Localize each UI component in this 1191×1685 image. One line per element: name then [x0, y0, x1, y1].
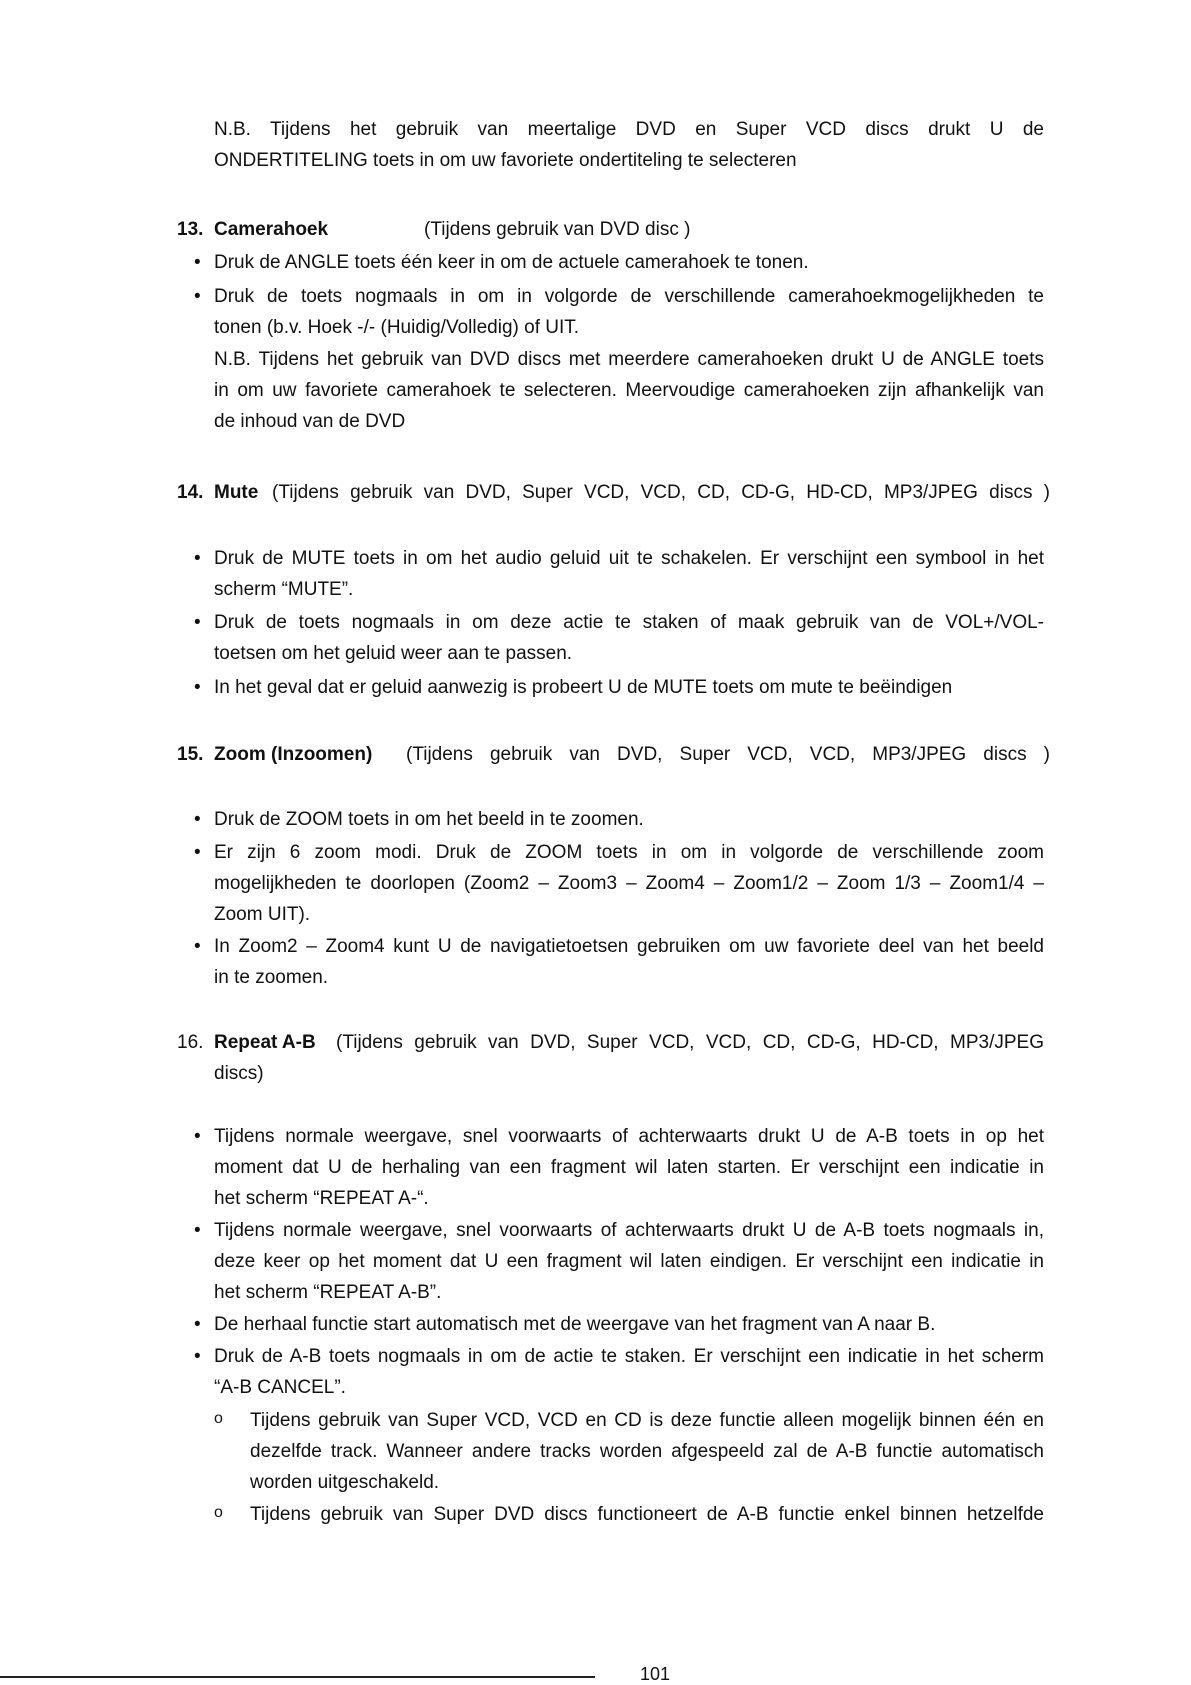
- section-14-bullet-1-line-1: Druk de MUTE toets in om het audio geluid uit te schakelen. Er verschijnt een symbool in het: [214, 548, 1044, 569]
- section-16-subbullet-1-line-2: dezelfde track. Wanneer andere tracks worden afgespeeld zal de A-B functie automatisch: [250, 1441, 1044, 1462]
- section-14-bullet-2-line-2: toetsen om het geluid weer aan te passen.: [214, 643, 573, 664]
- bullet-icon: •: [194, 1314, 201, 1335]
- section-16-subbullet-1-line-3: worden uitgeschakeld.: [250, 1472, 440, 1493]
- circle-bullet-icon: o: [214, 1410, 223, 1427]
- section-13-bullet-2-line-2: tonen (b.v. Hoek -/- (Huidig/Volledig) of UIT.: [214, 317, 580, 338]
- circle-bullet-icon: o: [214, 1504, 223, 1521]
- section-13-number: 13.: [177, 219, 204, 240]
- section-13-title: Camerahoek: [214, 219, 329, 240]
- bullet-icon: •: [194, 936, 201, 957]
- section-13-bullet-2-line-1: Druk de toets nogmaals in om in volgorde de verschillende camerahoekmogelijkheden te: [214, 286, 1044, 307]
- section-15-bullet-3-line-2: in te zoomen.: [214, 967, 329, 988]
- bullet-icon: •: [194, 286, 201, 307]
- section-16-subtitle-line-2: discs): [214, 1063, 264, 1084]
- section-16-bullet-4-line-2: “A-B CANCEL”.: [214, 1377, 346, 1398]
- section-13-subtitle: (Tijdens gebruik van DVD disc ): [424, 219, 691, 240]
- section-15-bullet-3-line-1: In Zoom2 – Zoom4 kunt U de navigatietoetsen gebruiken om uw favoriete deel van het beeld: [214, 936, 1044, 957]
- page-number: 101: [640, 1664, 671, 1684]
- page-number-fragment: [640, 1664, 672, 1684]
- section-14-bullet-1-line-2: scherm “MUTE”.: [214, 579, 354, 600]
- section-13-note-line-3: de inhoud van de DVD: [214, 411, 406, 432]
- footer-rule: [0, 1676, 595, 1678]
- section-16-bullet-2-line-2: deze keer op het moment dat U een fragment wil laten eindigen. Er verschijnt een indicatie in: [214, 1251, 1044, 1272]
- bullet-icon: •: [194, 1126, 201, 1147]
- bullet-icon: •: [194, 842, 201, 863]
- section-15-bullet-2-line-3: Zoom UIT).: [214, 904, 311, 925]
- note-subtitle-line-2: ONDERTITELING toets in om uw favoriete ondertiteling te selecteren: [214, 150, 797, 171]
- section-16-subtitle-line-1: (Tijdens gebruik van DVD, Super VCD, VCD, CD, CD-G, HD-CD, MP3/JPEG: [336, 1032, 1044, 1053]
- section-15-number: 15.: [177, 744, 204, 765]
- section-14-title: Mute: [214, 482, 259, 503]
- section-16-bullet-1-line-3: het scherm “REPEAT A-“.: [214, 1188, 429, 1209]
- section-16-bullet-2-line-1: Tijdens normale weergave, snel voorwaarts of achterwaarts drukt U de A-B toets nogmaals in,: [214, 1220, 1044, 1241]
- bullet-icon: •: [194, 809, 201, 830]
- section-14-subtitle: (Tijdens gebruik van DVD, Super VCD, VCD, CD, CD-G, HD-CD, MP3/JPEG discs ): [272, 482, 1050, 503]
- section-16-bullet-2-line-3: het scherm “REPEAT A-B”.: [214, 1282, 442, 1303]
- bullet-icon: •: [194, 1346, 201, 1367]
- section-14-number: 14.: [177, 482, 204, 503]
- section-16-subbullet-1-line-1: Tijdens gebruik van Super VCD, VCD en CD is deze functie alleen mogelijk binnen één en: [250, 1410, 1044, 1431]
- bullet-icon: •: [194, 612, 201, 633]
- section-16-bullet-1-line-2: moment dat U de herhaling van een fragment wil laten starten. Er verschijnt een indicatie in: [214, 1157, 1044, 1178]
- bullet-icon: •: [194, 1220, 201, 1241]
- note-subtitle-line-1: N.B. Tijdens het gebruik van meertalige DVD en Super VCD discs drukt U de: [214, 119, 1044, 140]
- section-14-bullet-3: In het geval dat er geluid aanwezig is probeert U de MUTE toets om mute te beëindigen: [214, 677, 953, 698]
- section-16-number: 16.: [177, 1032, 204, 1053]
- bullet-icon: •: [194, 252, 201, 273]
- section-15-bullet-1: Druk de ZOOM toets in om het beeld in te zoomen.: [214, 809, 644, 830]
- section-16-bullet-1-line-1: Tijdens normale weergave, snel voorwaarts of achterwaarts drukt U de A-B toets in op het: [214, 1126, 1044, 1147]
- section-16-subbullet-2-line-1: Tijdens gebruik van Super DVD discs functioneert de A-B functie enkel binnen hetzelfde: [250, 1504, 1044, 1525]
- section-13-bullet-1: Druk de ANGLE toets één keer in om de actuele camerahoek te tonen.: [214, 252, 809, 273]
- section-15-bullet-2-line-1: Er zijn 6 zoom modi. Druk de ZOOM toets in om in volgorde de verschillende zoom: [214, 842, 1044, 863]
- section-15-subtitle: (Tijdens gebruik van DVD, Super VCD, VCD, MP3/JPEG discs ): [406, 744, 1050, 765]
- section-13-note-line-2: in om uw favoriete camerahoek te selecteren. Meervoudige camerahoeken zijn afhankelijk van: [214, 380, 1044, 401]
- bullet-icon: •: [194, 677, 201, 698]
- section-16-title: Repeat A-B: [214, 1032, 316, 1053]
- section-13-note-line-1: N.B. Tijdens het gebruik van DVD discs met meerdere camerahoeken drukt U de ANGLE toets: [214, 349, 1044, 370]
- bullet-icon: •: [194, 548, 201, 569]
- section-15-title: Zoom (Inzoomen): [214, 744, 373, 765]
- section-14-bullet-2-line-1: Druk de toets nogmaals in om deze actie te staken of maak gebruik van de VOL+/VOL-: [214, 612, 1044, 633]
- section-16-bullet-3: De herhaal functie start automatisch met de weergave van het fragment van A naar B.: [214, 1314, 936, 1335]
- section-16-bullet-4-line-1: Druk de A-B toets nogmaals in om de actie te staken. Er verschijnt een indicatie in het scherm: [214, 1346, 1044, 1367]
- section-15-bullet-2-line-2: mogelijkheden te doorlopen (Zoom2 – Zoom3 – Zoom4 – Zoom1/2 – Zoom 1/3 – Zoom1/4 –: [214, 873, 1044, 894]
